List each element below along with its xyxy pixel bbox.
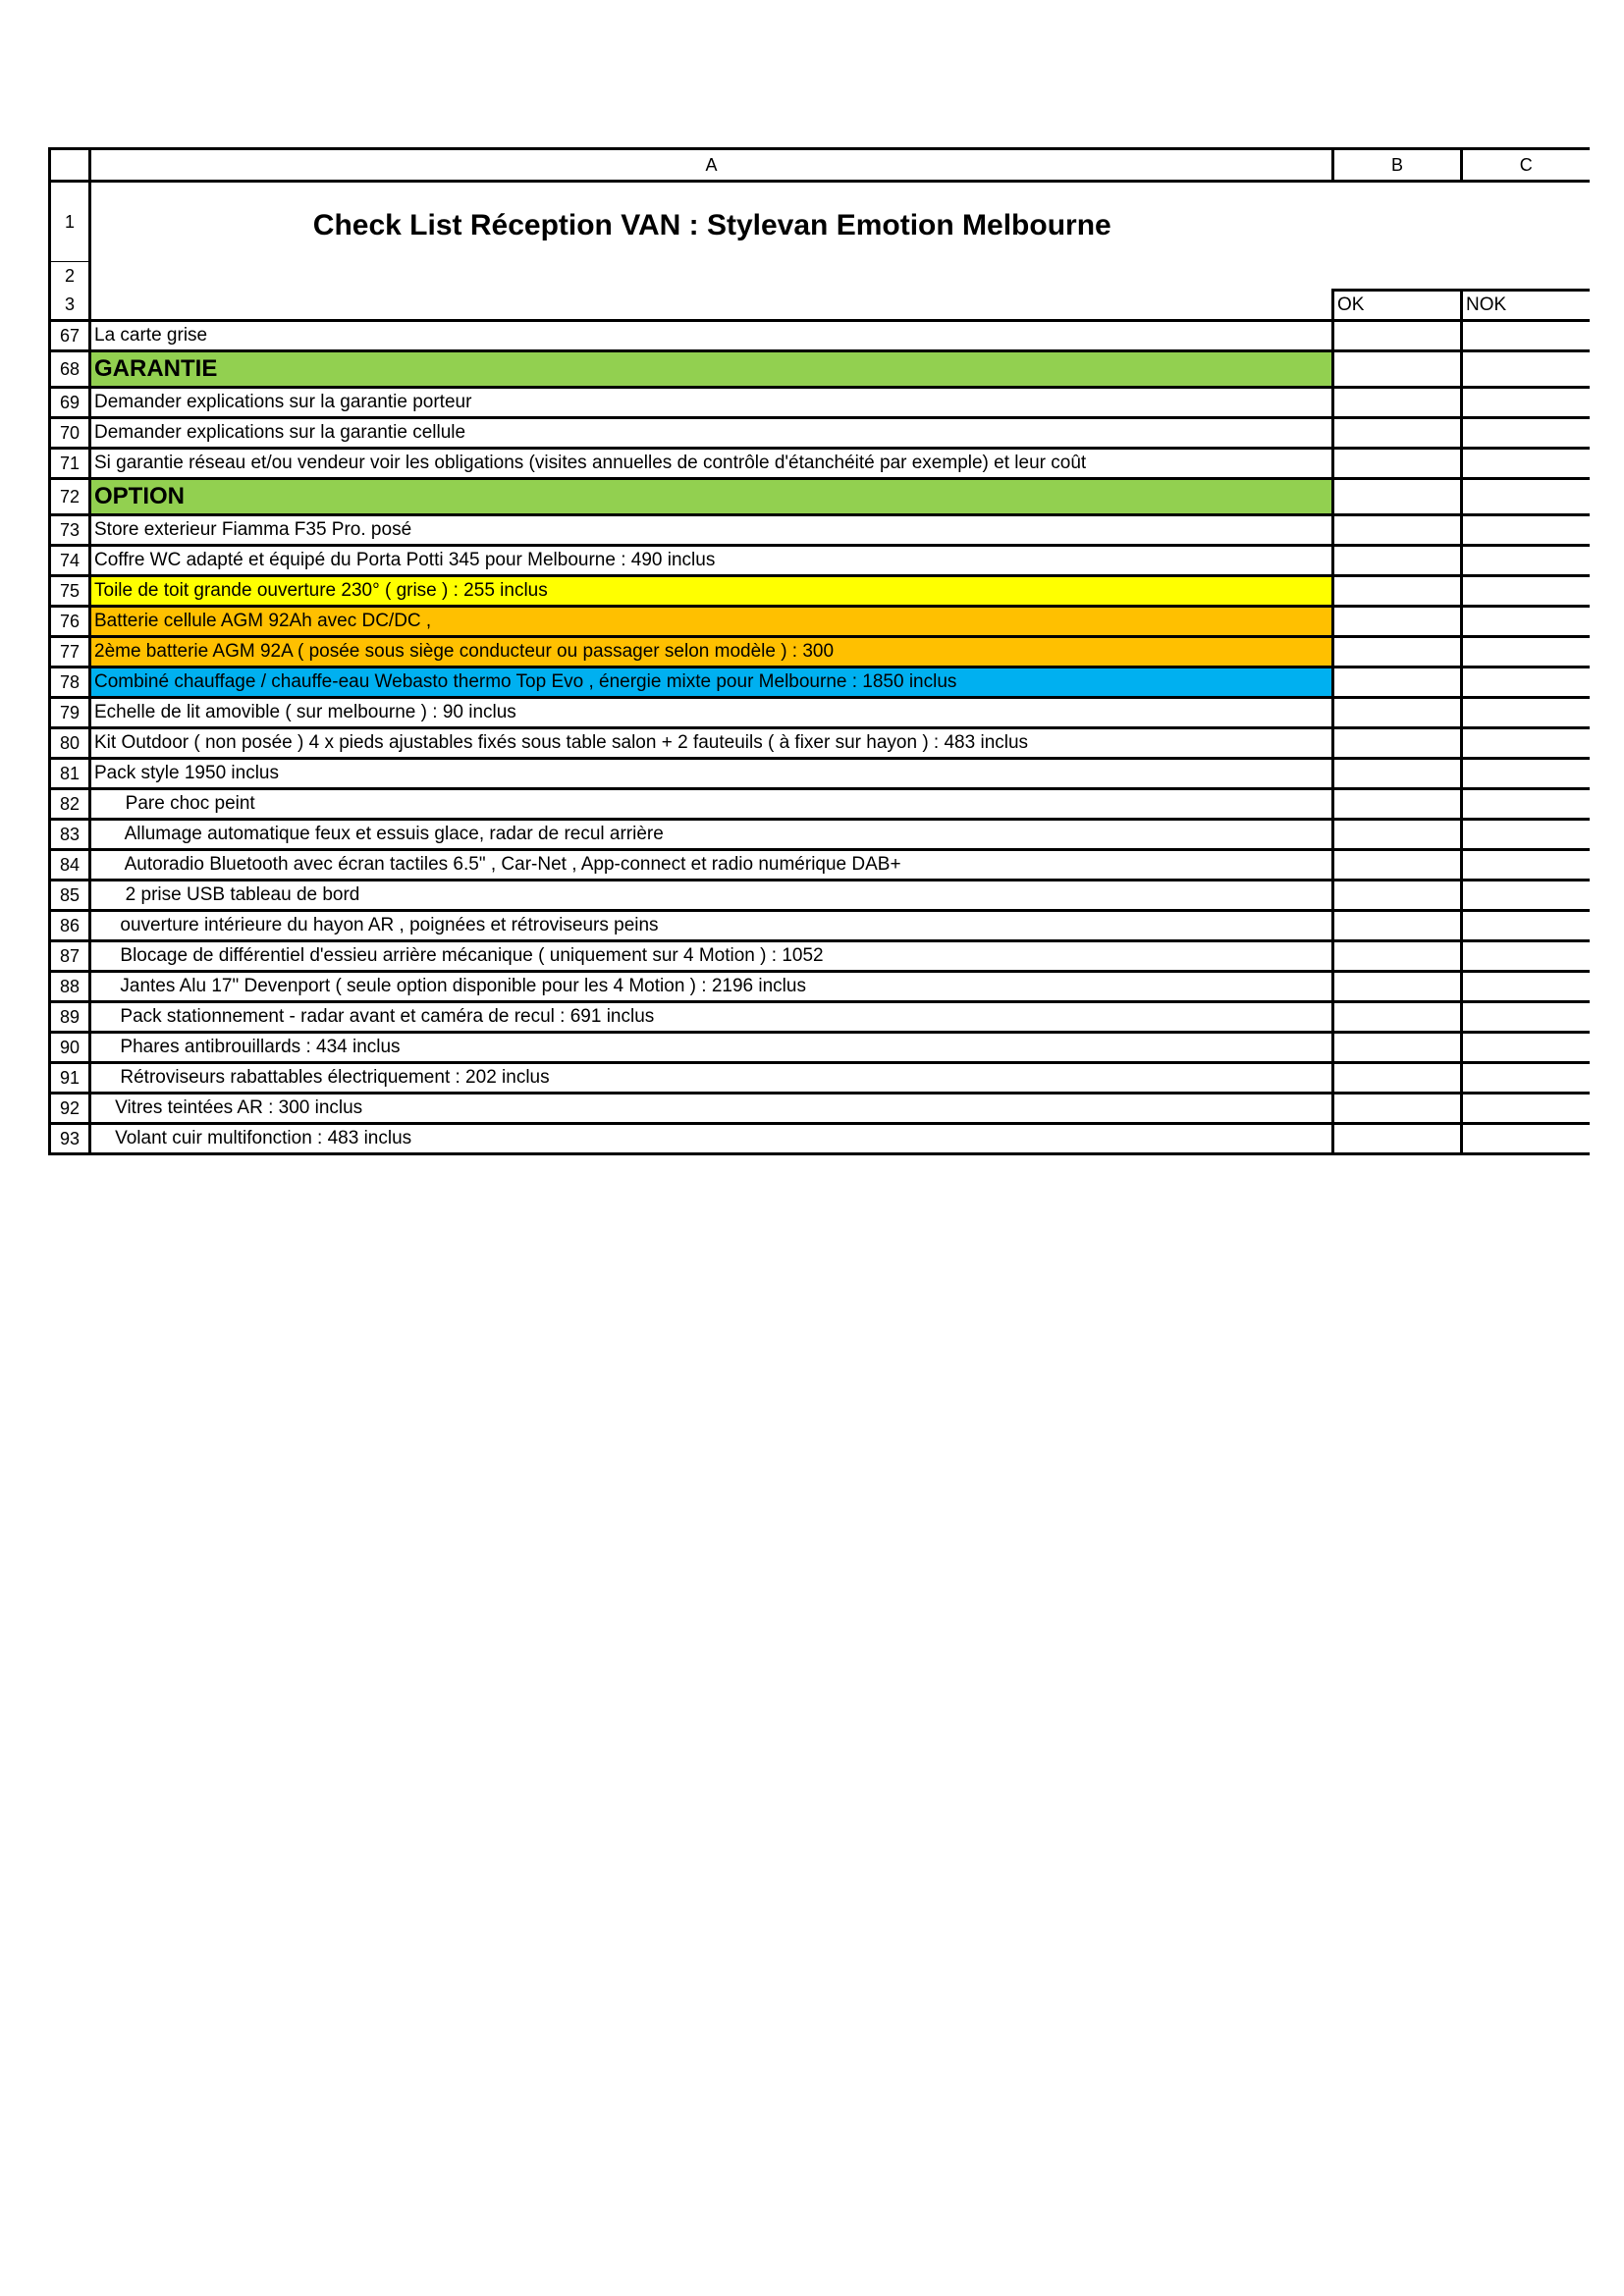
column-header-b[interactable]: B (1333, 149, 1462, 182)
checklist-item-text[interactable]: Pack stationnement - radar avant et caméra de recul : 691 inclus (90, 1001, 1333, 1032)
nok-cell[interactable] (1462, 727, 1590, 758)
nok-cell[interactable] (1462, 758, 1590, 788)
checklist-item-text[interactable]: Allumage automatique feux et essuis glace, radar de recul arrière (90, 819, 1333, 849)
ok-cell[interactable] (1333, 697, 1462, 727)
ok-cell[interactable] (1333, 636, 1462, 667)
checklist-item-text[interactable]: Rétroviseurs rabattables électriquement : 202 inclus (90, 1062, 1333, 1093)
section-row (50, 478, 1590, 514)
row-number[interactable]: 79 (50, 697, 90, 727)
checklist-item-text[interactable]: Pack style 1950 inclus (90, 758, 1333, 788)
ok-cell[interactable] (1333, 727, 1462, 758)
blank-cell-c[interactable] (1462, 262, 1590, 291)
checklist-row (50, 1032, 1590, 1062)
row-number[interactable]: 85 (50, 880, 90, 910)
nok-column-label[interactable]: NOK (1462, 290, 1590, 320)
checklist-row (50, 575, 1590, 606)
section-title[interactable]: GARANTIE (90, 350, 1333, 387)
nok-cell[interactable] (1462, 1093, 1590, 1123)
ok-cell[interactable] (1333, 971, 1462, 1001)
checklist-row (50, 697, 1590, 727)
row-number[interactable]: 3 (50, 290, 90, 320)
checklist-row (50, 727, 1590, 758)
row-number[interactable]: 83 (50, 819, 90, 849)
checklist-item-text[interactable]: ouverture intérieure du hayon AR , poignées et rétroviseurs peins (90, 910, 1333, 940)
row-number[interactable]: 81 (50, 758, 90, 788)
status-header-row (50, 290, 1590, 320)
nok-cell[interactable] (1462, 667, 1590, 697)
title-cell-b[interactable] (1333, 182, 1462, 262)
row-number[interactable]: 77 (50, 636, 90, 667)
nok-cell[interactable] (1462, 636, 1590, 667)
checklist-row (50, 514, 1590, 545)
status-header-cell-a[interactable] (90, 290, 1333, 320)
checklist-row (50, 636, 1590, 667)
row-number[interactable]: 76 (50, 606, 90, 636)
ok-cell[interactable] (1333, 667, 1462, 697)
checklist-item-text[interactable]: Batterie cellule AGM 92Ah avec DC/DC , (90, 606, 1333, 636)
checklist-item-text[interactable]: Autoradio Bluetooth avec écran tactiles 6.5" , Car-Net , App-connect et radio numérique DAB+ (90, 849, 1333, 880)
checklist-row (50, 971, 1590, 1001)
ok-cell[interactable] (1333, 478, 1462, 514)
nok-cell[interactable] (1462, 940, 1590, 971)
checklist-row (50, 1123, 1590, 1153)
checklist-sheet (48, 147, 1590, 1155)
checklist-row (50, 758, 1590, 788)
checklist-item-text[interactable]: La carte grise (90, 320, 1333, 350)
row-number[interactable]: 78 (50, 667, 90, 697)
blank-row (50, 262, 1590, 291)
row-number[interactable]: 75 (50, 575, 90, 606)
ok-cell[interactable] (1333, 514, 1462, 545)
row-number[interactable]: 84 (50, 849, 90, 880)
checklist-item-text[interactable]: Toile de toit grande ouverture 230° ( grise ) : 255 inclus (90, 575, 1333, 606)
ok-column-label[interactable]: OK (1333, 290, 1462, 320)
checklist-item-text[interactable]: Pare choc peint (90, 788, 1333, 819)
row-number[interactable]: 69 (50, 387, 90, 417)
ok-cell[interactable] (1333, 1123, 1462, 1153)
row-number[interactable]: 80 (50, 727, 90, 758)
row-number[interactable]: 87 (50, 940, 90, 971)
ok-cell[interactable] (1333, 819, 1462, 849)
row-number[interactable]: 91 (50, 1062, 90, 1093)
ok-cell[interactable] (1333, 387, 1462, 417)
ok-cell[interactable] (1333, 910, 1462, 940)
checklist-row (50, 940, 1590, 971)
blank-cell-a[interactable] (90, 262, 1333, 291)
checklist-row (50, 448, 1590, 478)
ok-cell[interactable] (1333, 788, 1462, 819)
nok-cell[interactable] (1462, 350, 1590, 387)
checklist-row (50, 788, 1590, 819)
nok-cell[interactable] (1462, 575, 1590, 606)
checklist-item-text[interactable]: Combiné chauffage / chauffe-eau Webasto thermo Top Evo , énergie mixte pour Melbourne : 1850 inclus (90, 667, 1333, 697)
row-number[interactable]: 68 (50, 350, 90, 387)
checklist-row (50, 880, 1590, 910)
row-number[interactable]: 90 (50, 1032, 90, 1062)
row-number[interactable]: 82 (50, 788, 90, 819)
row-number[interactable]: 74 (50, 545, 90, 575)
title-row (50, 182, 1590, 262)
column-header-c[interactable]: C (1462, 149, 1590, 182)
row-number[interactable]: 70 (50, 417, 90, 448)
checklist-item-text[interactable]: Echelle de lit amovible ( sur melbourne ) : 90 inclus (90, 697, 1333, 727)
nok-cell[interactable] (1462, 880, 1590, 910)
checklist-item-text[interactable]: Volant cuir multifonction : 483 inclus (90, 1123, 1333, 1153)
checklist-item-text[interactable]: Demander explications sur la garantie cellule (90, 417, 1333, 448)
checklist-item-text[interactable]: Blocage de différentiel d'essieu arrière mécanique ( uniquement sur 4 Motion ) : 1052 (90, 940, 1333, 971)
nok-cell[interactable] (1462, 910, 1590, 940)
checklist-item-text[interactable]: Store exterieur Fiamma F35 Pro. posé (90, 514, 1333, 545)
checklist-item-text[interactable]: Kit Outdoor ( non posée ) 4 x pieds ajustables fixés sous table salon + 2 fauteuils ( à fixer sur hayon ) : 483 inclus (90, 727, 1333, 758)
checklist-row (50, 849, 1590, 880)
checklist-row (50, 1001, 1590, 1032)
nok-cell[interactable] (1462, 417, 1590, 448)
nok-cell[interactable] (1462, 514, 1590, 545)
blank-cell-b[interactable] (1333, 262, 1462, 291)
nok-cell[interactable] (1462, 387, 1590, 417)
section-title[interactable]: OPTION (90, 478, 1333, 514)
nok-cell[interactable] (1462, 478, 1590, 514)
ok-cell[interactable] (1333, 1032, 1462, 1062)
checklist-row (50, 606, 1590, 636)
row-number[interactable]: 1 (50, 182, 90, 262)
row-number[interactable]: 93 (50, 1123, 90, 1153)
nok-cell[interactable] (1462, 819, 1590, 849)
checklist-row (50, 545, 1590, 575)
ok-cell[interactable] (1333, 849, 1462, 880)
checklist-item-text[interactable]: Si garantie réseau et/ou vendeur voir les obligations (visites annuelles de contrôle d'étanchéité par exemple) et leur coût (90, 448, 1333, 478)
row-number[interactable]: 72 (50, 478, 90, 514)
nok-cell[interactable] (1462, 1123, 1590, 1153)
row-number[interactable]: 92 (50, 1093, 90, 1123)
ok-cell[interactable] (1333, 320, 1462, 350)
checklist-item-text[interactable]: Coffre WC adapté et équipé du Porta Potti 345 pour Melbourne : 490 inclus (90, 545, 1333, 575)
ok-cell[interactable] (1333, 1062, 1462, 1093)
row-number[interactable]: 67 (50, 320, 90, 350)
ok-cell[interactable] (1333, 350, 1462, 387)
nok-cell[interactable] (1462, 849, 1590, 880)
nok-cell[interactable] (1462, 697, 1590, 727)
nok-cell[interactable] (1462, 320, 1590, 350)
checklist-row (50, 417, 1590, 448)
ok-cell[interactable] (1333, 606, 1462, 636)
ok-cell[interactable] (1333, 417, 1462, 448)
nok-cell[interactable] (1462, 788, 1590, 819)
checklist-item-text[interactable]: Demander explications sur la garantie porteur (90, 387, 1333, 417)
checklist-row (50, 387, 1590, 417)
nok-cell[interactable] (1462, 1001, 1590, 1032)
checklist-row (50, 1093, 1590, 1123)
checklist-row (50, 667, 1590, 697)
checklist-item-text[interactable]: 2ème batterie AGM 92A ( posée sous siège conducteur ou passager selon modèle ) : 300 (90, 636, 1333, 667)
ok-cell[interactable] (1333, 940, 1462, 971)
ok-cell[interactable] (1333, 575, 1462, 606)
row-number[interactable]: 88 (50, 971, 90, 1001)
ok-cell[interactable] (1333, 1001, 1462, 1032)
nok-cell[interactable] (1462, 448, 1590, 478)
ok-cell[interactable] (1333, 758, 1462, 788)
checklist-row (50, 1062, 1590, 1093)
nok-cell[interactable] (1462, 545, 1590, 575)
row-number[interactable]: 2 (50, 262, 90, 291)
checklist-row (50, 320, 1590, 350)
checklist-row (50, 819, 1590, 849)
ok-cell[interactable] (1333, 880, 1462, 910)
row-number[interactable]: 73 (50, 514, 90, 545)
checklist-row (50, 910, 1590, 940)
row-number[interactable]: 86 (50, 910, 90, 940)
checklist-item-text[interactable]: Vitres teintées AR : 300 inclus (90, 1093, 1333, 1123)
nok-cell[interactable] (1462, 606, 1590, 636)
nok-cell[interactable] (1462, 971, 1590, 1001)
ok-cell[interactable] (1333, 1093, 1462, 1123)
section-row (50, 350, 1590, 387)
checklist-item-text[interactable]: Jantes Alu 17" Devenport ( seule option disponible pour les 4 Motion ) : 2196 inclus (90, 971, 1333, 1001)
ok-cell[interactable] (1333, 545, 1462, 575)
nok-cell[interactable] (1462, 1032, 1590, 1062)
corner-cell[interactable] (50, 149, 90, 182)
column-header-a[interactable]: A (90, 149, 1333, 182)
checklist-item-text[interactable]: 2 prise USB tableau de bord (90, 880, 1333, 910)
row-number[interactable]: 71 (50, 448, 90, 478)
column-header-row (50, 149, 1590, 182)
row-number[interactable]: 89 (50, 1001, 90, 1032)
page-title[interactable]: Check List Réception VAN : Stylevan Emotion Melbourne (312, 209, 1111, 242)
checklist-item-text[interactable]: Phares antibrouillards : 434 inclus (90, 1032, 1333, 1062)
ok-cell[interactable] (1333, 448, 1462, 478)
nok-cell[interactable] (1462, 1062, 1590, 1093)
title-cell-c[interactable] (1462, 182, 1590, 262)
